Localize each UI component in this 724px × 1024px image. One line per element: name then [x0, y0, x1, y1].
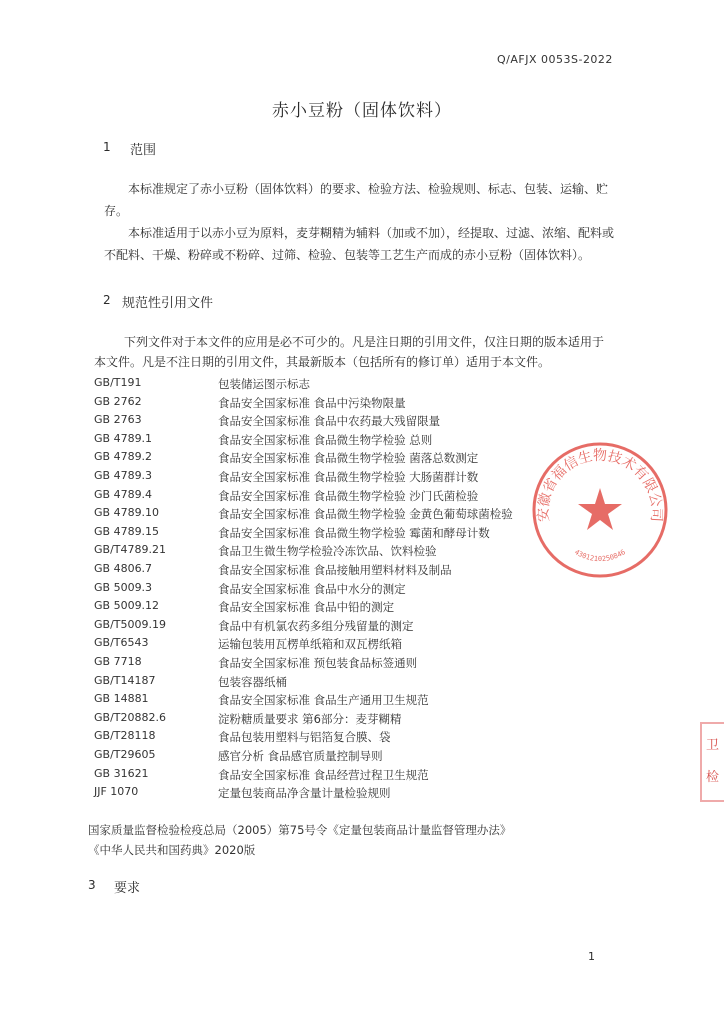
- reference-title: 食品包装用塑料与铝箔复合膜、袋: [218, 730, 391, 745]
- reference-code: GB 4789.4: [94, 487, 153, 501]
- reference-code: GB 4789.3: [94, 469, 153, 482]
- edge-stamp-char-2: 检: [706, 770, 720, 785]
- reference-title: 定量包装商品净含量计量检验规则: [218, 786, 391, 801]
- reference-extra-1: 国家质量监督检验检疫总局（2005）第75号令《定量包装商品计量监督管理办法》: [88, 823, 512, 837]
- reference-title: 食品安全国家标准 食品中污染物限量: [218, 395, 406, 410]
- reference-code: GB 4789.2: [94, 450, 153, 464]
- reference-code: GB/T5009.19: [94, 617, 166, 631]
- reference-title: 食品安全国家标准 食品微生物学检验 金黄色葡萄球菌检验: [218, 507, 513, 522]
- reference-code: GB 2763: [94, 413, 142, 427]
- reference-title: 食品安全国家标准 食品微生物学检验 菌落总数测定: [218, 451, 479, 466]
- reference-code: GB 7718: [94, 655, 142, 668]
- section-3-title: 要求: [114, 881, 141, 896]
- reference-title: 食品安全国家标准 食品经营过程卫生规范: [218, 767, 429, 782]
- reference-title: 食品安全国家标准 食品中水分的测定: [218, 581, 406, 596]
- reference-title: 食品安全国家标准 食品微生物学检验 霉菌和酵母计数: [218, 525, 490, 540]
- reference-title: 食品安全国家标准 食品接触用塑料材料及制品: [218, 563, 452, 577]
- reference-extra-2: 《中华人民共和国药典》2020版: [88, 843, 256, 857]
- reference-title: 食品安全国家标准 食品微生物学检验 沙门氏菌检验: [218, 488, 479, 503]
- reference-title: 食品安全国家标准 预包装食品标签通则: [218, 656, 418, 670]
- reference-code: GB/T28118: [94, 729, 156, 743]
- reference-title: 运输包装用瓦楞单纸箱和双瓦楞纸箱: [218, 637, 402, 652]
- document-title: 赤小豆粉（固体饮料）: [272, 101, 452, 121]
- reference-code: GB 4789.15: [94, 524, 160, 538]
- reference-code: GB 4789.1: [94, 431, 153, 445]
- section-2-title: 规范性引用文件: [122, 296, 214, 311]
- reference-code: GB 31621: [94, 766, 149, 780]
- reference-code: GB 4806.7: [94, 562, 153, 575]
- section-3-number: 3: [88, 878, 96, 892]
- reference-title: 包装容器纸桶: [218, 674, 287, 689]
- seal-name: 安徽省福信生物技术有限公司: [535, 448, 665, 523]
- reference-title: 食品安全国家标准 食品生产通用卫生规范: [218, 693, 429, 708]
- seal-star-icon: [578, 488, 622, 530]
- seal-number: 4301210250846: [573, 548, 627, 564]
- reference-title: 食品安全国家标准 食品中农药最大残留限量: [218, 414, 441, 429]
- reference-title: 食品中有机氯农药多组分残留量的测定: [218, 618, 414, 633]
- reference-code: GB/T191: [94, 376, 142, 389]
- standard-code: Q/AFJX 0053S-2022: [497, 53, 613, 66]
- reference-code: GB/T20882.6: [94, 710, 166, 724]
- reference-code: GB 5009.12: [94, 599, 160, 613]
- section-1-title: 范围: [130, 143, 157, 158]
- reference-title: 淀粉糖质量要求 第6部分：麦芽糊精: [218, 711, 402, 726]
- section-2-number: 2: [103, 293, 111, 307]
- section-1-number: 1: [103, 140, 111, 154]
- reference-title: 食品安全国家标准 食品中铅的测定: [218, 600, 395, 615]
- reference-title: 感官分析 食品感官质量控制导则: [218, 749, 383, 763]
- edge-stamp-char-1: 卫: [706, 738, 720, 753]
- section-1-paragraph-2: 本标准适用于以赤小豆为原料，麦芽糊精为辅料（加或不加），经提取、过滤、浓缩、配料或不配料、干燥、粉碎或不粉碎、过筛、检验、包装等工艺生产而成的赤小豆粉（固体饮料）。: [104, 226, 615, 262]
- reference-title: 食品安全国家标准 食品微生物学检验 总则: [218, 432, 433, 447]
- reference-code: GB 5009.3: [94, 580, 153, 594]
- reference-title: 包装储运图示标志: [218, 377, 310, 391]
- reference-code: GB 2762: [94, 394, 142, 408]
- reference-title: 食品卫生微生物学检验冷冻饮品、饮料检验: [218, 544, 437, 559]
- company-seal: [530, 440, 670, 580]
- reference-code: GB/T29605: [94, 748, 156, 761]
- section-2-intro: 下列文件对于本文件的应用是必不可少的。凡是注日期的引用文件，仅注日期的版本适用于本文件。凡是不注日期的引用文件，其最新版本（包括所有的修订单）适用于本文件。: [94, 335, 605, 369]
- reference-title: 食品安全国家标准 食品微生物学检验 大肠菌群计数: [218, 470, 479, 484]
- section-1-paragraph-1: 本标准规定了赤小豆粉（固体饮料）的要求、检验方法、检验规则、标志、包装、运输、贮存。: [104, 182, 609, 218]
- edge-stamp: [700, 722, 724, 802]
- reference-code: GB/T6543: [94, 636, 149, 650]
- reference-code: GB 14881: [94, 692, 149, 706]
- reference-code: GB/T4789.21: [94, 543, 166, 557]
- reference-code: JJF 1070: [94, 785, 139, 799]
- reference-code: GB/T14187: [94, 673, 156, 687]
- reference-code: GB 4789.10: [94, 506, 160, 520]
- page-number: 1: [588, 950, 595, 963]
